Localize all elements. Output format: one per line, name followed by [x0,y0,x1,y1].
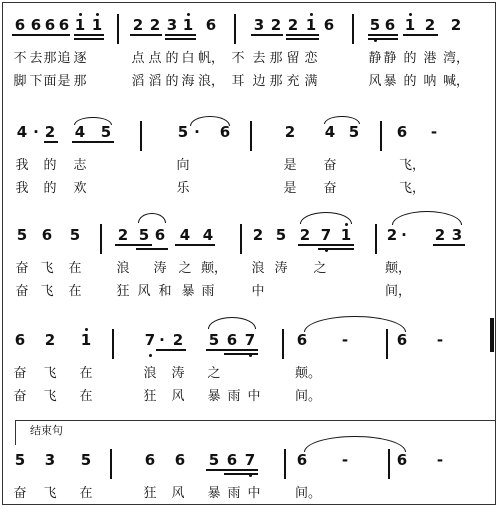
note: 1 [80,331,92,349]
lyric: 的 [165,51,179,66]
note: 5 [138,226,150,244]
barline [110,449,112,479]
lyric: 在 [79,389,93,404]
lyric: 浪， [197,74,225,89]
rhythm-underline [12,34,70,36]
rhythm-underline [298,244,354,246]
lyric: 雨 [227,389,241,404]
lyric: 奋 [323,181,337,196]
note: 6 [41,226,53,244]
note: 1 [404,16,416,34]
note: 5 [69,226,81,244]
note: 7 [320,226,332,244]
lyric: 乐 [176,181,190,196]
lyric: 奋 [13,486,27,501]
note: - [436,451,444,469]
note: 6 [396,123,408,141]
note: 6 [296,451,308,469]
lyric: 下 [29,74,43,89]
rhythm-underline [224,353,258,355]
lyric: 帆， [197,51,225,66]
note: 5 [275,226,287,244]
barline [388,449,390,479]
lyric: 海 [181,74,195,89]
note: 5 [177,123,189,141]
rhythm-underline [156,349,186,351]
lyric: 飞 [43,366,57,381]
rhythm-underline [130,34,162,36]
note: 7 [244,451,256,469]
lyric: 暴 [181,284,195,299]
barline [386,329,388,359]
rhythm-underline [251,34,283,36]
note: 2 [287,16,299,34]
lyric: 脚 [13,74,27,89]
lyric: 喊， [442,74,470,89]
octave-dot-high [409,13,412,16]
lyric: 不 [231,51,245,66]
rhythm-underline [206,469,258,471]
lyric: 恋 [304,51,318,66]
note: 6 [226,331,238,349]
barline [282,329,284,359]
note: · [159,331,165,349]
lyric: 呐 [423,74,437,89]
ending-box [15,420,495,445]
lyric: 的 [43,158,57,173]
final-barline [490,318,494,352]
lyric: 和 [158,284,172,299]
barline [380,121,382,151]
rhythm-underline [224,473,258,475]
lyric: 在 [79,486,93,501]
note: - [436,331,444,349]
lyric: 向 [176,158,190,173]
note: 1 [340,226,352,244]
lyric: 涛 [274,261,288,276]
lyric: 之 [313,261,327,276]
lyric: 那 [73,74,87,89]
lyric: 风 [137,284,151,299]
note: 5 [16,226,28,244]
lyric: 颠， [200,261,228,276]
note: 3 [166,16,178,34]
barline [100,224,102,254]
lyric: 之 [178,261,192,276]
lyric: 是 [283,158,297,173]
lyric: 边 [252,74,266,89]
lyric: 白 [181,51,195,66]
rhythm-underline [115,244,152,246]
note: · [401,226,407,244]
rhythm-underline [403,34,438,36]
rhythm-underline [286,34,319,36]
octave-dot-high [310,13,313,16]
lyric: 涛 [153,261,167,276]
note: 7 [144,331,156,349]
note: · [194,123,200,141]
lyric: 港 [423,51,437,66]
lyric: 不 [13,51,27,66]
lyric: 浪 [116,261,130,276]
note: 6 [14,16,26,34]
note: 2 [44,331,56,349]
lyric: 的 [403,74,417,89]
lyric: 暴 [383,74,397,89]
lyric: 奋 [15,284,29,299]
lyric: 满 [304,74,318,89]
barline [117,14,119,44]
barline [234,14,236,44]
lyric: 奋 [13,389,27,404]
lyric: 的 [403,51,417,66]
note: 6 [144,451,156,469]
note: 3 [253,16,265,34]
lyric: 那 [269,51,283,66]
lyric: 中 [251,284,265,299]
note: 2 [284,123,296,141]
rhythm-underline [72,141,114,143]
barline [284,449,286,479]
lyric: 风 [171,486,185,501]
lyric: 面 [43,74,57,89]
lyric: 奋 [15,261,29,276]
note: 2 [132,16,144,34]
rhythm-underline [368,38,398,40]
rhythm-underline [368,34,398,36]
note: 5 [14,451,26,469]
octave-dot-high [187,13,190,16]
lyric: 飞 [40,261,54,276]
lyric: 我 [15,158,29,173]
octave-dot-high [79,13,82,16]
barline [352,14,354,44]
lyric: 颠。 [294,366,322,381]
octave-dot-high [85,328,88,331]
lyric: 湾， [442,51,470,66]
lyric: 暴 [207,486,221,501]
note: 1 [182,16,194,34]
note: - [430,123,438,141]
lyric: 浪 [143,366,157,381]
lyric: 间， [384,284,412,299]
note: 5 [348,123,360,141]
lyric: 飞 [43,389,57,404]
lyric: 雨 [227,486,241,501]
lyric: 颠， [384,261,412,276]
rhythm-underline [206,349,258,351]
lyric: 静 [368,51,382,66]
note: 2 [299,226,311,244]
note: 6 [30,16,42,34]
barline [250,121,252,151]
barline [375,224,377,254]
lyric: 在 [68,261,82,276]
lyric: 风 [171,389,185,404]
note: 2 [434,226,446,244]
lyric: 是 [283,181,297,196]
note: - [341,331,349,349]
rhythm-underline [175,244,215,246]
lyric: 涛 [171,366,185,381]
note: 2 [252,226,264,244]
rhythm-underline [318,248,354,250]
note: 6 [14,331,26,349]
lyric: 去 [252,51,266,66]
lyric: 奋 [13,366,27,381]
note: 4 [202,226,214,244]
note: 6 [219,123,231,141]
lyric: 去 [29,51,43,66]
lyric: 在 [68,284,82,299]
lyric: 中 [247,486,261,501]
lyric: 雨 [201,284,215,299]
lyric: 耳 [231,74,245,89]
note: 6 [58,16,70,34]
note: · [33,123,39,141]
lyric: 飞 [40,284,54,299]
lyric: 留 [286,51,300,66]
note: 2 [270,16,282,34]
lyric: 狂 [116,284,130,299]
note: 1 [91,16,103,34]
rhythm-underline [433,244,465,246]
lyric: 我 [15,181,29,196]
note: 2 [149,16,161,34]
lyric: 点 [131,51,145,66]
note: - [341,451,349,469]
lyric: 那 [43,51,57,66]
lyric: 的 [165,74,179,89]
lyric: 的 [43,181,57,196]
note: 7 [244,331,256,349]
ending-label: 结束句 [30,424,63,437]
lyric: 是 [57,74,71,89]
lyric: 志 [73,158,87,173]
note: 1 [305,16,317,34]
barline [140,121,142,151]
barline [112,329,114,359]
rhythm-underline [74,38,104,40]
lyric: 浪 [251,261,265,276]
note: 4 [16,123,28,141]
note: 5 [80,451,92,469]
rhythm-underline [165,38,196,40]
lyric: 暴 [207,389,221,404]
lyric: 间。 [294,486,322,501]
lyric: 奋 [323,158,337,173]
note: 4 [74,123,86,141]
note: 6 [396,331,408,349]
lyric: 滔 [131,74,145,89]
rhythm-underline [44,141,58,143]
note: 5 [369,16,381,34]
lyric: 在 [79,366,93,381]
note: 2 [172,331,184,349]
note: 6 [384,16,396,34]
note: 5 [100,123,112,141]
lyric: 风 [368,74,382,89]
note: 2 [386,226,398,244]
lyric: 飞 [43,486,57,501]
note: 4 [179,226,191,244]
rhythm-underline [165,34,196,36]
note: 4 [324,123,336,141]
lyric: 飞， [398,181,426,196]
lyric: 狂 [143,486,157,501]
note: 2 [424,16,436,34]
note: 6 [323,16,335,34]
note: 3 [44,451,56,469]
lyric: 那 [269,74,283,89]
note: 6 [226,451,238,469]
lyric: 滔 [148,74,162,89]
lyric: 之 [207,366,221,381]
rhythm-underline [74,34,104,36]
note: 6 [154,226,166,244]
lyric: 狂 [143,389,157,404]
lyric: 飞， [398,158,426,173]
rhythm-underline [136,248,168,250]
barline [240,224,242,254]
note: 5 [208,331,220,349]
rhythm-underline [286,38,319,40]
note: 2 [117,226,129,244]
lyric: 充 [286,74,300,89]
lyric: 中 [247,389,261,404]
note: 5 [208,451,220,469]
octave-dot-low [149,354,152,357]
lyric: 点 [148,51,162,66]
note: 6 [174,451,186,469]
lyric: 逐 [73,51,87,66]
note: 6 [296,331,308,349]
note: 2 [44,123,56,141]
note: 6 [205,16,217,34]
note: 6 [44,16,56,34]
octave-dot-high [96,13,99,16]
note: 2 [450,16,462,34]
note: 6 [396,451,408,469]
note: 1 [74,16,86,34]
lyric: 间。 [294,389,322,404]
lyric: 追 [57,51,71,66]
lyric: 欢 [73,181,87,196]
lyric: 静 [383,51,397,66]
note: 3 [451,226,463,244]
